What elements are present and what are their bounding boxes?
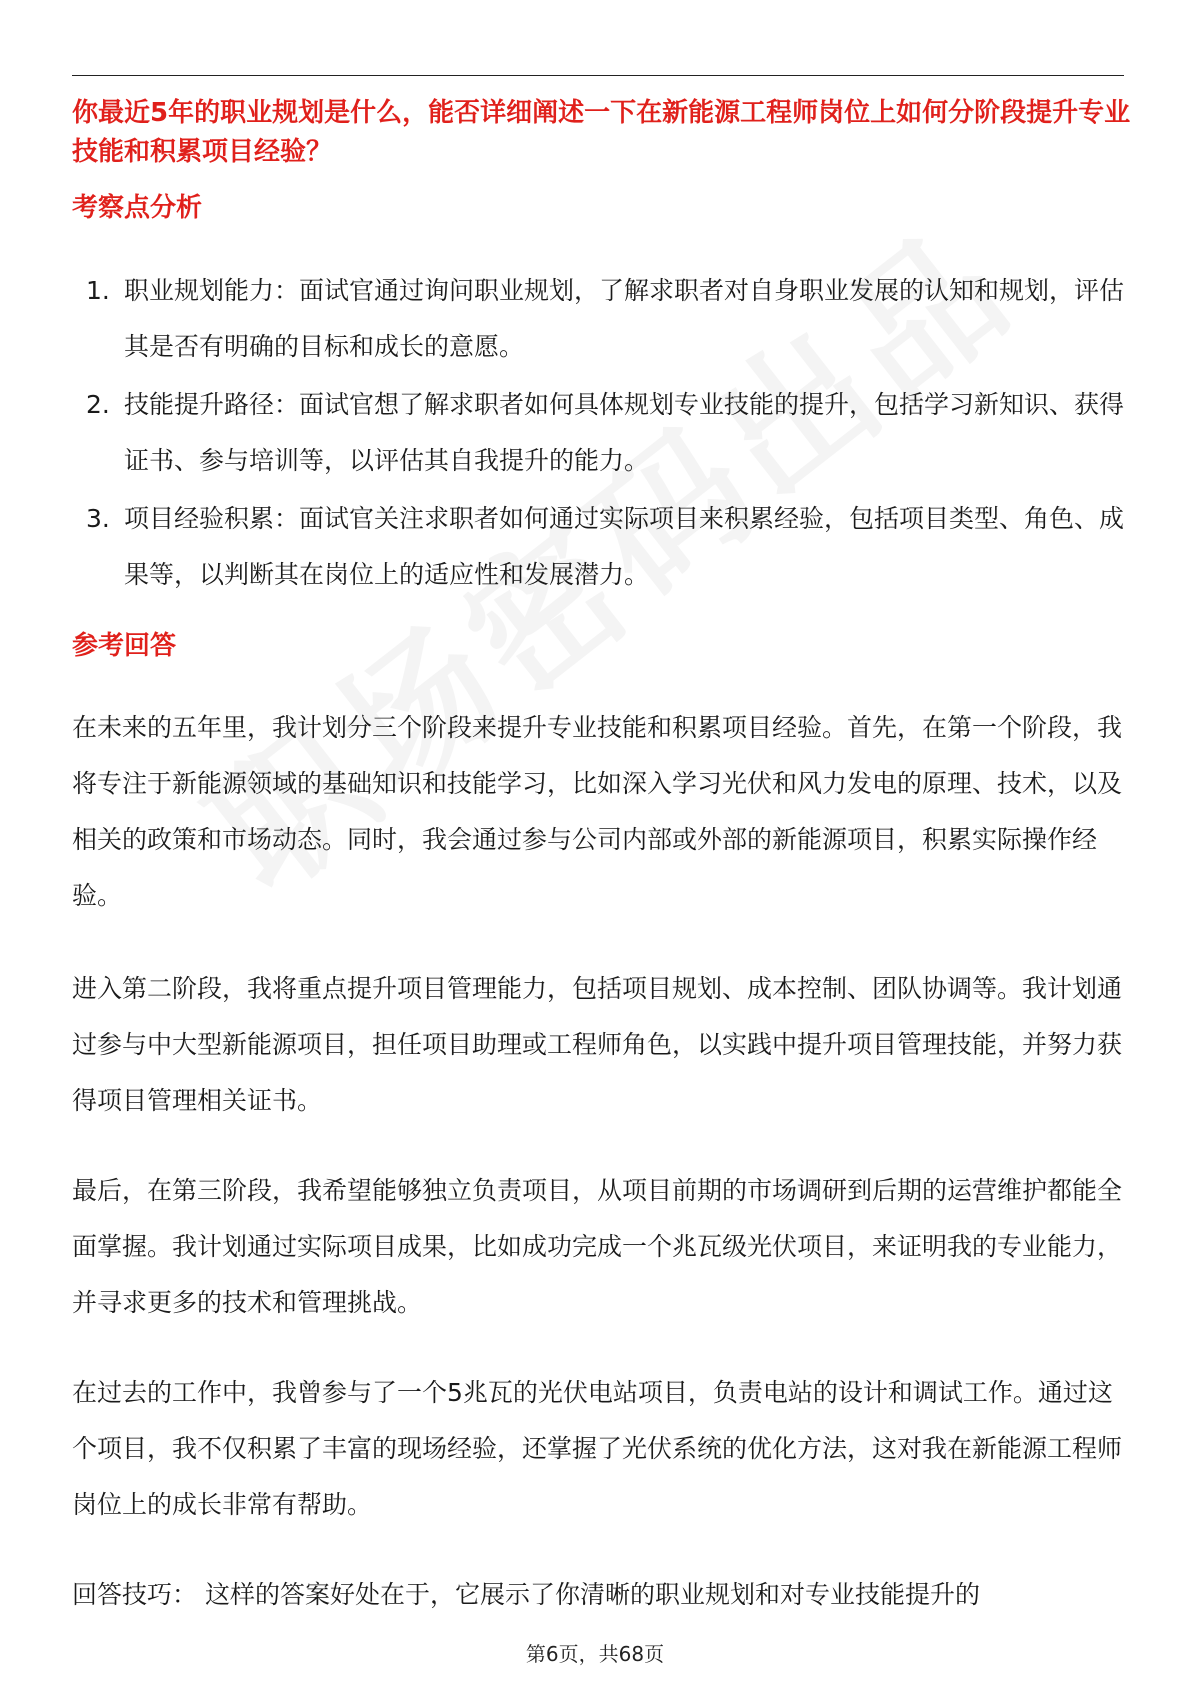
point-text: 技能提升路径：面试官想了解求职者如何具体规划专业技能的提升，包括学习新知识、获得证书、参与培训等，以评估其自我提升的能力。 (124, 390, 1125, 475)
point-text: 职业规划能力：面试官通过询问职业规划，了解求职者对自身职业发展的认知和规划，评估其是否有明确的目标和成长的意愿。 (124, 276, 1125, 361)
question-title: 你最近5年的职业规划是什么，能否详细阐述一下在新能源工程师岗位上如何分阶段提升专业技能和积累项目经验？ (72, 98, 1131, 167)
page-footer: 第6页，共68页 (525, 1642, 665, 1666)
analysis-point (72, 263, 1132, 375)
answer-paragraph: 在过去的工作中，我曾参与了一个5兆瓦的光伏电站项目，负责电站的设计和调试工作。通过这个项目，我不仅积累了丰富的现场经验，还掌握了光伏系统的优化方法，这对我在新能源工程师岗位上的成长非常有帮助。 (72, 1378, 1123, 1519)
point-number: 1. (86, 276, 110, 305)
top-rule (72, 75, 1124, 76)
point-text: 项目经验积累：面试官关注求职者如何通过实际项目来积累经验，包括项目类型、角色、成果等，以判断其在岗位上的适应性和发展潜力。 (124, 504, 1125, 589)
analysis-points (72, 263, 1132, 605)
answer-paragraph: 在未来的五年里，我计划分三个阶段来提升专业技能和积累项目经验。首先，在第一个阶段，我将专注于新能源领域的基础知识和技能学习，比如深入学习光伏和风力发电的原理、技术，以及相关的政策和市场动态。同时，我会通过参与公司内部或外部的新能源项目，积累实际操作经验。 (72, 713, 1123, 910)
point-number: 2. (86, 390, 110, 419)
answer-heading: 参考回答 (72, 631, 177, 661)
answer-paragraph: 进入第二阶段，我将重点提升项目管理能力，包括项目规划、成本控制、团队协调等。我计划通过参与中大型新能源项目，担任项目助理或工程师角色，以实践中提升项目管理技能，并努力获得项目管理相关证书。 (72, 974, 1123, 1115)
answer-tips: 回答技巧： 这样的答案好处在于，它展示了你清晰的职业规划和对专业技能提升的 (72, 1580, 980, 1609)
analysis-heading: 考察点分析 (72, 193, 203, 223)
analysis-point (72, 377, 1132, 489)
point-number: 3. (86, 504, 110, 533)
answer-paragraph: 最后，在第三阶段，我希望能够独立负责项目，从项目前期的市场调研到后期的运营维护都能全面掌握。我计划通过实际项目成果，比如成功完成一个兆瓦级光伏项目，来证明我的专业能力，并寻求更多的技术和管理挑战。 (72, 1176, 1123, 1317)
analysis-point (72, 491, 1132, 603)
